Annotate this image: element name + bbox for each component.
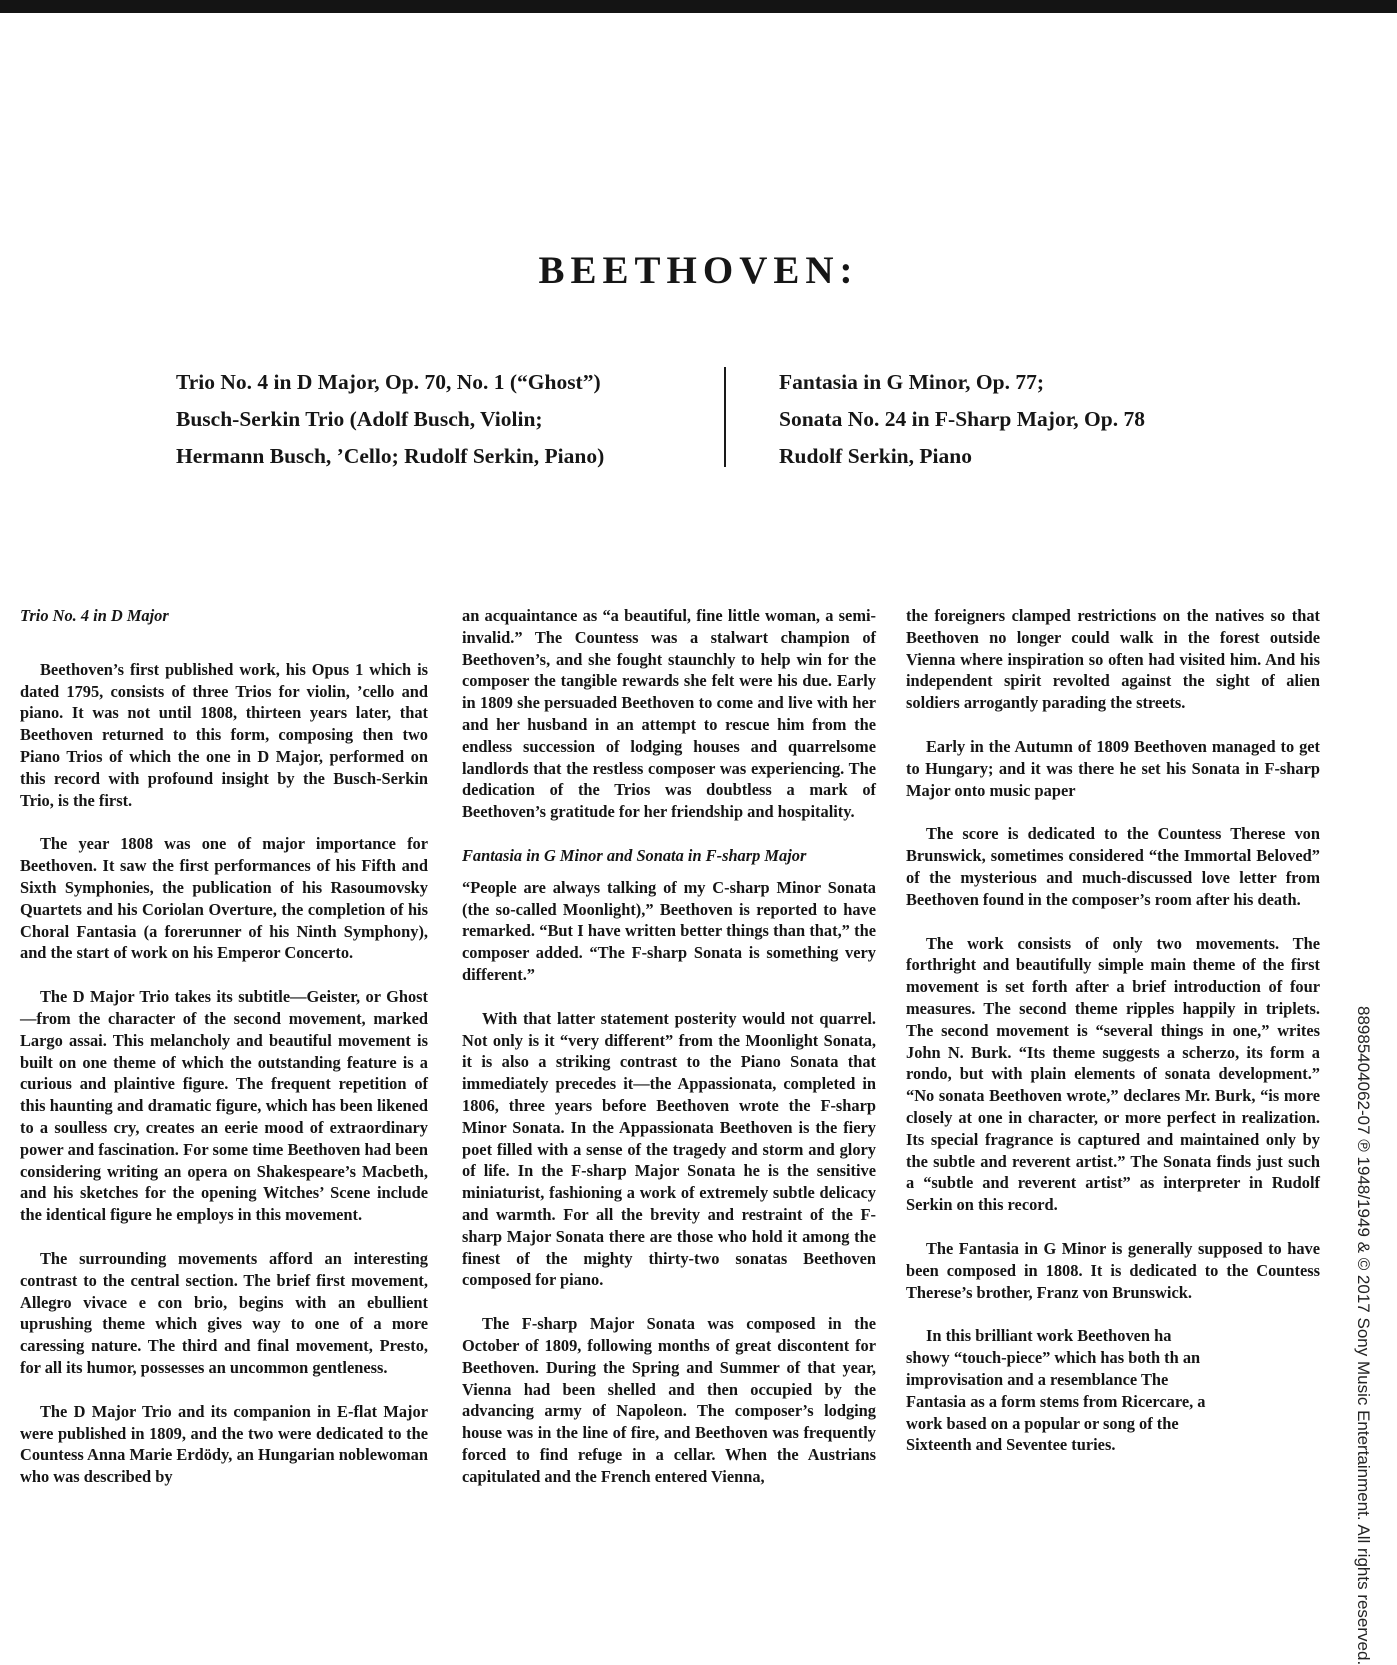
paragraph: The year 1808 was one of major importance for Beethoven. It saw the first performances of his Fifth and Sixth Symphonies, the publication of his Rasoumovsky Quartets and his Coriolan Overture, the completion of his Choral Fantasia (a forerunner of his Ninth Symphony), and the start of work on his Emperor Concerto. xyxy=(20,834,428,963)
paragraph: “People are always talking of my C-sharp Minor Sonata (the so-called Moonlight),” Beethoven is reported to have remarked. “But I have written better things than that,” the composer added. “The F-sharp Sonata is something very different.” xyxy=(462,877,876,984)
paragraph: Beethoven’s first published work, his Opus 1 which is dated 1795, consists of three Trios for violin, ’cello and piano. It was not until 1808, thirteen years later, that Beethoven returned to this form, composing then two Piano Trios of which the one in D Major, performed on this record with profound insight by the Busch-Serkin Trio, is the first. xyxy=(20,659,428,810)
paragraph: the foreigners clamped restrictions on the natives so that Beethoven no longer could walk in the forest outside Vienna where inspiration so often had visited him. And his independent spirit revolted against the sight of alien soldiers arrogantly parading the streets. xyxy=(906,606,1320,713)
paragraph: The work consists of only two movements. The forthright and beautifully simple main theme of the first movement is set forth after a brief introduction of four measures. The second theme ripples happily in triplets. The second movement is “several things in one,” writes John N. Burk. “Its theme suggests a scherzo, its form a rondo, but with plain elements of sonata development.” “No sonata Beethoven wrote,” declares Mr. Burk, “is more closely at one in character, or more perfect in realization. Its special fragrance is captured and maintained only by the subtle and reverent artist.” The Sonata finds just such a “subtle and reverent artist” as interpreter in Rudolf Serkin on this record. xyxy=(906,933,1320,1215)
top-edge-bar xyxy=(0,0,1397,13)
text-column-1 xyxy=(20,605,428,1488)
section-heading: Fantasia in G Minor and Sonata in F-sharp Major xyxy=(462,845,807,865)
text-column-3 xyxy=(906,605,1320,1456)
paragraph: The D Major Trio takes its subtitle—Geister, or Ghost—from the character of the second movement, marked Largo assai. This melancholy and beautiful movement is built on one theme of which the outstanding feature is a curious and plaintive figure. The frequent repetition of this haunting and dramatic figure, which has been likened to a soulless cry, creates an eerie mood of extraordinary power and fascination. For some time Beethoven had been considering writing an opera on Shakespeare’s Macbeth, and his sketches for the opening Witches’ Scene include the identical figure he employs in this movement. xyxy=(20,987,428,1225)
sonata-performer: Rudolf Serkin, Piano xyxy=(779,444,972,468)
fantasia-title: Fantasia in G Minor, Op. 77; xyxy=(779,370,1045,394)
trio-title: Trio No. 4 in D Major, Op. 70, No. 1 (“Ghost”) xyxy=(176,370,601,394)
copyright-credit: 88985404062-07 ℗ 1948/1949 & © 2017 Sony Music Entertainment. All rights reserved. xyxy=(1354,1006,1373,1665)
paragraph: The score is dedicated to the Countess Therese von Brunswick, sometimes considered “the Immortal Beloved” of the mysterious and much-discussed love letter from Beethoven found in the composer’s room after his death. xyxy=(906,824,1320,909)
paragraph: The surrounding movements afford an interesting contrast to the central section. The brief first movement, Allegro vivace e con brio, begins with an ebullient uprushing theme which gives way to one of a more caressing nature. The third and final movement, Presto, for all its humor, possesses an uncommon gentleness. xyxy=(20,1248,428,1377)
sonata-title: Sonata No. 24 in F-Sharp Major, Op. 78 xyxy=(779,407,1145,431)
paragraph: The D Major Trio and its companion in E-flat Major were published in 1809, and the two were dedicated to the Countess Anna Marie Erdödy, an Hungarian noblewoman who was described by xyxy=(20,1401,428,1487)
paragraph: The F-sharp Major Sonata was composed in the October of 1809, following months of great discontent for Beethoven. During the Spring and Summer of that year, Vienna had been shelled and then occupied by the advancing army of Napoleon. The composer’s lodging house was in the line of fire, and Beethoven was frequently forced to find refuge in a cellar. When the Austrians capitulated and the French entered Vienna, xyxy=(462,1314,876,1486)
header-divider xyxy=(724,367,726,467)
page-title: BEETHOVEN: xyxy=(538,249,859,292)
recording-info-trio xyxy=(176,364,604,475)
paragraph: Early in the Autumn of 1809 Beethoven managed to get to Hungary; and it was there he set his Sonata in F-sharp Major onto music paper xyxy=(906,736,1320,800)
recording-info-sonata xyxy=(779,364,1145,475)
paragraph: With that latter statement posterity would not quarrel. Not only is it “very different” from the Moonlight Sonata, it is also a striking contrast to the Piano Sonata that immediately precedes it—the Appassionata, completed in 1806, three years before Beethoven wrote the F-sharp Minor Sonata. In the Appassionata Beethoven is the fiery poet filled with a sense of the tragedy and storm and glory of life. In the F-sharp Major Sonata he is the sensitive miniaturist, fashioning a work of extremely subtle delicacy and warmth. For all the brevity and restraint of the F-sharp Major Sonata there are those who hold it among the finest of the mighty thirty-two sonatas Beethoven composed for piano. xyxy=(462,1008,876,1290)
section-heading: Trio No. 4 in D Major xyxy=(20,606,169,625)
paragraph: In this brilliant work Beethoven ha showy “touch-piece” which has both th an improvisation and a resemblance The Fantasia as a form stems from Ricercare, a work based on a popular or song of the Sixteenth and Seventee turies. xyxy=(906,1326,1206,1455)
paragraph: an acquaintance as “a beautiful, fine little woman, a semi-invalid.” The Countess was a stalwart champion of Beethoven’s, and she fought staunchly to help win for the composer the tangible rewards she felt were his due. Early in 1809 she persuaded Beethoven to come and live with her and her husband in an attempt to rescue him from the endless succession of lodging houses and quarrelsome landlords that the restless composer was experiencing. The dedication of the Trios was doubtless a mark of Beethoven’s gratitude for her friendship and hospitality. xyxy=(462,606,876,822)
trio-performers-cont: Hermann Busch, ’Cello; Rudolf Serkin, Piano) xyxy=(176,444,605,468)
paragraph: The Fantasia in G Minor is generally supposed to have been composed in 1808. It is dedicated to the Countess Therese’s brother, Franz von Brunswick. xyxy=(906,1238,1320,1302)
text-column-2 xyxy=(462,605,876,1487)
trio-performers: Busch-Serkin Trio (Adolf Busch, Violin; xyxy=(176,407,543,431)
